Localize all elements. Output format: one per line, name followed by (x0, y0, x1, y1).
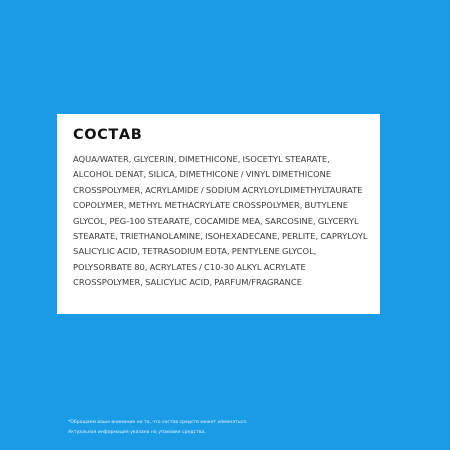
disclaimer-line-2: Актуальная информация указана на упаковке средства. (68, 429, 206, 435)
disclaimer-footnote (68, 418, 328, 437)
composition-title: СОСТАВ (73, 127, 143, 143)
ingredients-card (57, 114, 380, 314)
ingredients-list: AQUA/WATER, GLYCERIN, DIMETHICONE, ISOCETYL STEARATE, ALCOHOL DENAT, SILICA, DIMETHICONE / VINYL DIMETHICONE CROSSPOLYMER, ACRYLAMIDE / SODIUM ACRYLOYLDIMETHYLTAURATE COPOLYMER, METHYL METHACRYLATE CROSSPOLYMER, BUTYLENE GLYCOL, PEG-100 STEARATE, COCAMIDE MEA, SARCOSINE, GLYCERYL STEARATE, TRIETHANOLAMINE, ISOHEXADECANE, PERLITE, CAPRYLOYL SALICYLIC ACID, TETRASODIUM EDTA, PENTYLENE GLYCOL, POLYSORBATE 80, ACRYLATES / C10-30 ALKYL ACRYLATE CROSSPOLYMER, SALICYLIC ACID, PARFUM/FRAGRANCE (73, 154, 368, 288)
disclaimer-line-1: *Обращаем ваше внимание на то, что состав средств может изменяться. (68, 420, 248, 425)
